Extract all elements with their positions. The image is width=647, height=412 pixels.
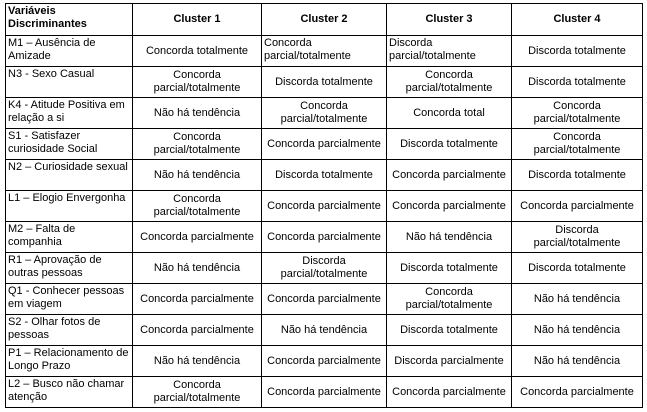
variable-cell: P1 – Relacionamento de Longo Prazo bbox=[6, 346, 133, 377]
cluster-1-cell: Concorda parcialmente bbox=[133, 315, 262, 346]
variable-cell: M2 – Falta de companhia bbox=[6, 222, 133, 253]
table-row bbox=[6, 284, 643, 315]
table-row bbox=[6, 315, 643, 346]
cluster-1-cell: Concorda parcial/totalmente bbox=[133, 67, 262, 98]
table-row bbox=[6, 129, 643, 160]
header-cluster-1: Cluster 1 bbox=[133, 4, 262, 36]
table-row bbox=[6, 222, 643, 253]
cluster-1-cell: Concorda parcial/totalmente bbox=[133, 377, 262, 408]
cluster-1-cell: Não há tendência bbox=[133, 346, 262, 377]
variable-cell: K4 - Atitude Positiva em relação a si bbox=[6, 98, 133, 129]
cluster-2-cell: Concorda parcialmente bbox=[262, 284, 387, 315]
cluster-3-cell: Concorda total bbox=[387, 98, 512, 129]
table-row bbox=[6, 67, 643, 98]
cluster-2-cell: Concorda parcial/totalmente bbox=[262, 36, 387, 67]
cluster-3-cell: Concorda parcialmente bbox=[387, 191, 512, 222]
cluster-1-cell: Não há tendência bbox=[133, 160, 262, 191]
variable-cell: L2 – Busco não chamar atenção bbox=[6, 377, 133, 408]
cluster-2-cell: Discorda totalmente bbox=[262, 67, 387, 98]
variable-cell: N3 - Sexo Casual bbox=[6, 67, 133, 98]
cluster-1-cell: Não há tendência bbox=[133, 98, 262, 129]
cluster-2-cell: Concorda parcialmente bbox=[262, 377, 387, 408]
variable-cell: S1 - Satisfazer curiosidade Social bbox=[6, 129, 133, 160]
cluster-4-cell: Não há tendência bbox=[512, 315, 643, 346]
cluster-3-cell: Discorda parcialmente bbox=[387, 346, 512, 377]
cluster-3-cell: Não há tendência bbox=[387, 222, 512, 253]
cluster-3-cell: Discorda parcial/totalmente bbox=[387, 36, 512, 67]
variable-cell: N2 – Curiosidade sexual bbox=[6, 160, 133, 191]
discriminant-variables-table bbox=[5, 3, 643, 408]
cluster-3-cell: Discorda totalmente bbox=[387, 129, 512, 160]
cluster-4-cell: Discorda totalmente bbox=[512, 36, 643, 67]
cluster-4-cell: Não há tendência bbox=[512, 284, 643, 315]
cluster-4-cell: Concorda parcialmente bbox=[512, 191, 643, 222]
cluster-3-cell: Concorda parcial/totalmente bbox=[387, 67, 512, 98]
header-cluster-4: Cluster 4 bbox=[512, 4, 643, 36]
cluster-4-cell: Discorda parcial/totalmente bbox=[512, 222, 643, 253]
cluster-2-cell: Concorda parcial/totalmente bbox=[262, 98, 387, 129]
header-variables: Variáveis Discriminantes bbox=[6, 4, 133, 36]
cluster-2-cell: Discorda parcial/totalmente bbox=[262, 253, 387, 284]
header-cluster-2: Cluster 2 bbox=[262, 4, 387, 36]
cluster-1-cell: Não há tendência bbox=[133, 253, 262, 284]
table-row bbox=[6, 346, 643, 377]
header-cluster-3: Cluster 3 bbox=[387, 4, 512, 36]
cluster-3-cell: Discorda totalmente bbox=[387, 253, 512, 284]
table-row bbox=[6, 191, 643, 222]
cluster-4-cell: Concorda parcial/totalmente bbox=[512, 98, 643, 129]
cluster-2-cell: Concorda parcialmente bbox=[262, 222, 387, 253]
variable-cell: R1 – Aprovação de outras pessoas bbox=[6, 253, 133, 284]
cluster-4-cell: Concorda parcialmente bbox=[512, 377, 643, 408]
table-body bbox=[6, 36, 643, 408]
cluster-3-cell: Concorda parcialmente bbox=[387, 160, 512, 191]
cluster-1-cell: Concorda totalmente bbox=[133, 36, 262, 67]
cluster-1-cell: Concorda parcialmente bbox=[133, 222, 262, 253]
table-row bbox=[6, 377, 643, 408]
table-row bbox=[6, 98, 643, 129]
cluster-4-cell: Discorda totalmente bbox=[512, 253, 643, 284]
cluster-4-cell: Concorda parcial/totalmente bbox=[512, 129, 643, 160]
table-header-row bbox=[6, 4, 643, 36]
variable-cell: S2 - Olhar fotos de pessoas bbox=[6, 315, 133, 346]
variable-cell: M1 – Ausência de Amizade bbox=[6, 36, 133, 67]
cluster-2-cell: Discorda totalmente bbox=[262, 160, 387, 191]
cluster-1-cell: Concorda parcial/totalmente bbox=[133, 191, 262, 222]
variable-cell: Q1 - Conhecer pessoas em viagem bbox=[6, 284, 133, 315]
variable-cell: L1 – Elogio Envergonha bbox=[6, 191, 133, 222]
cluster-3-cell: Discorda totalmente bbox=[387, 315, 512, 346]
table-row bbox=[6, 160, 643, 191]
discriminant-table-container bbox=[5, 3, 643, 408]
cluster-2-cell: Concorda parcialmente bbox=[262, 129, 387, 160]
cluster-1-cell: Concorda parcial/totalmente bbox=[133, 129, 262, 160]
cluster-2-cell: Não há tendência bbox=[262, 315, 387, 346]
cluster-4-cell: Discorda totalmente bbox=[512, 160, 643, 191]
cluster-4-cell: Não há tendência bbox=[512, 346, 643, 377]
cluster-2-cell: Concorda parcialmente bbox=[262, 191, 387, 222]
cluster-3-cell: Concorda parcial/totalmente bbox=[387, 284, 512, 315]
cluster-1-cell: Concorda parcialmente bbox=[133, 284, 262, 315]
table-row bbox=[6, 253, 643, 284]
table-row bbox=[6, 36, 643, 67]
cluster-4-cell: Discorda totalmente bbox=[512, 67, 643, 98]
cluster-2-cell: Concorda parcialmente bbox=[262, 346, 387, 377]
cluster-3-cell: Concorda parcialmente bbox=[387, 377, 512, 408]
